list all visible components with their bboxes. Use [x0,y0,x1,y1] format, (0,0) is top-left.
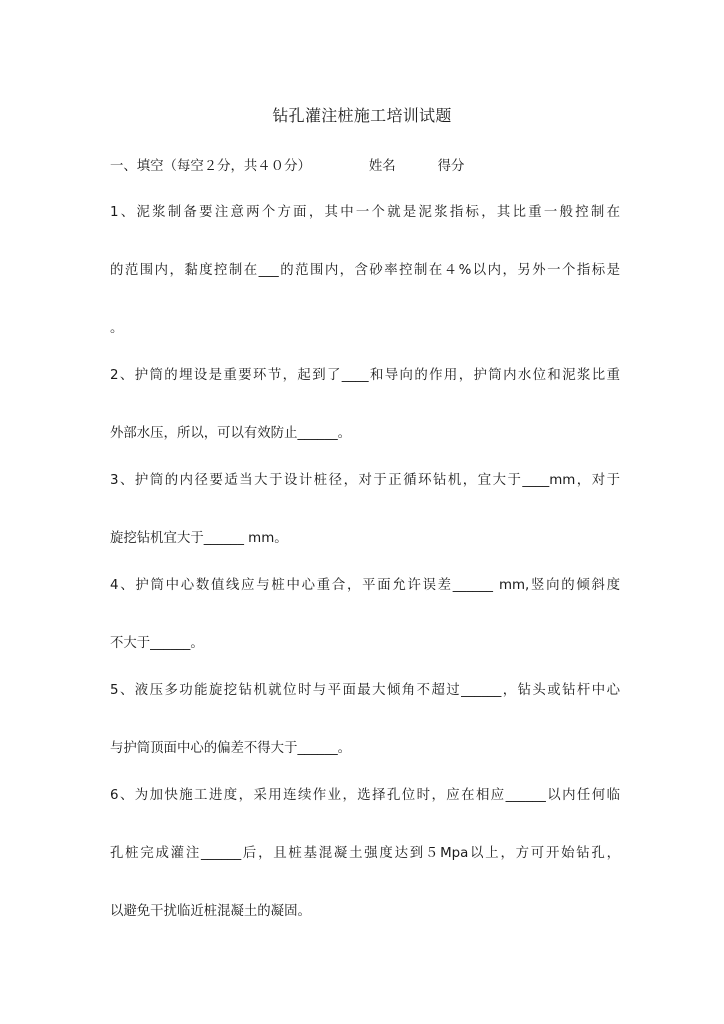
name-label: 姓名 [368,159,396,174]
question-3-line-1: 3、护筒的内径要适当大于设计桩径，对于正循环钻机，宜大于____mm，对于 [110,473,620,488]
question-2-line-2: 外部水压，所以，可以有效防止______。 [110,426,352,441]
question-5-line-2: 与护筒顶面中心的偏差不得大于______。 [110,741,352,756]
score-label: 得分 [437,159,465,174]
page-title: 钻孔灌注桩施工培训试题 [272,106,452,125]
question-6-line-2: 孔桩完成灌注______后，且桩基混凝土强度达到５Mpa以上，方可开始钻孔， [110,846,620,861]
question-1-line-2: 的范围内，黏度控制在___的范围内，含砂率控制在４%以内，另外一个指标是 [110,263,620,278]
question-6-line-3: 以避免干扰临近桩混凝土的凝固。 [110,904,311,919]
question-4-line-1: 4、护筒中心数值线应与桩中心重合，平面允许误差______ mm,竖向的倾斜度 [110,578,620,593]
question-1-line-3: 。 [110,321,124,336]
section-heading: 一、填空（每空２分，共４０分） [110,159,311,174]
section-heading-row [110,156,464,178]
question-2-line-1: 2、护筒的埋设是重要环节，起到了____和导向的作用，护筒内水位和泥浆比重 [110,368,620,383]
question-4-line-2: 不大于______。 [110,636,204,651]
question-5-line-1: 5、液压多功能旋挖钻机就位时与平面最大倾角不超过______，钻头或钻杆中心 [110,683,620,698]
question-3-line-2: 旋挖钻机宜大于______ mm。 [110,531,288,546]
question-6-line-1: 6、为加快施工进度，采用连续作业，选择孔位时，应在相应______以内任何临 [110,788,620,803]
question-1-line-1: 1、泥浆制备要注意两个方面，其中一个就是泥浆指标，其比重一般控制在 [110,205,620,220]
